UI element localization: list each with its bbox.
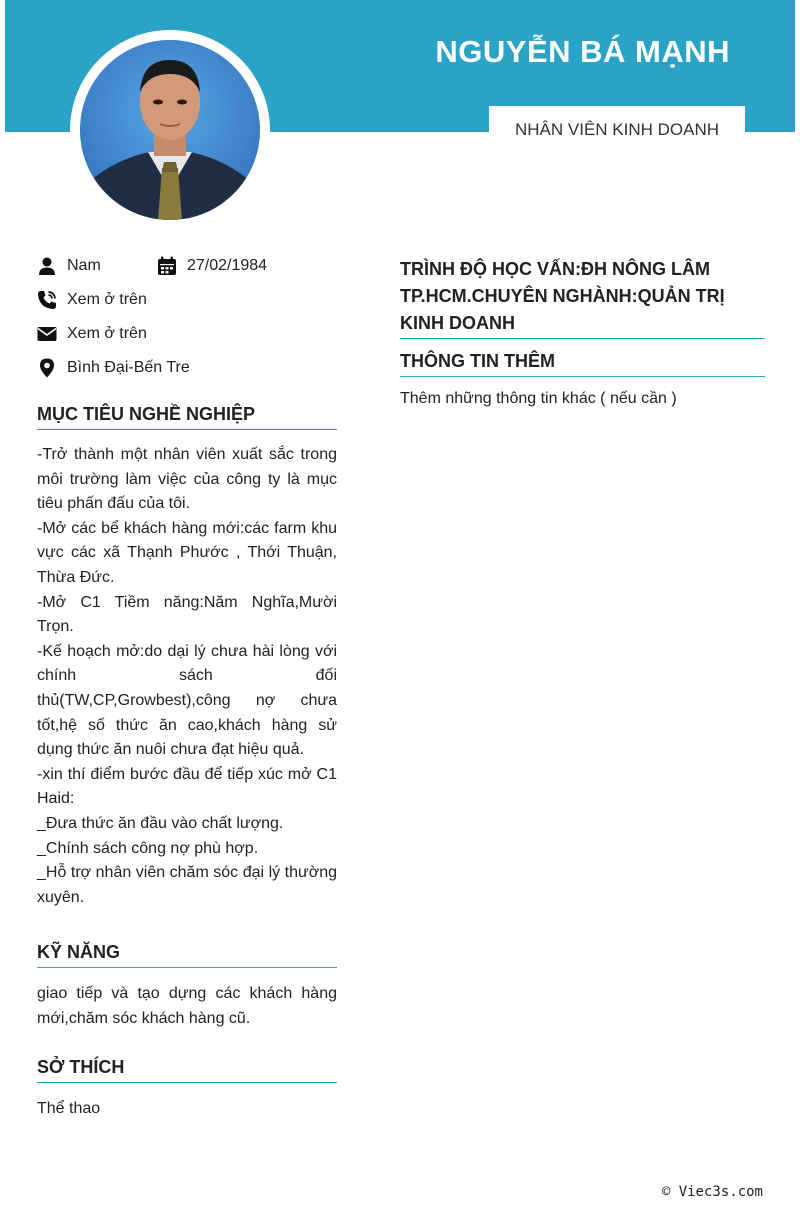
- job-title: NHÂN VIÊN KINH DOANH: [514, 120, 720, 139]
- objective-line: -Mở C1 Tiềm năng:Năm Nghĩa,Mười Trọn.: [37, 593, 337, 636]
- objective-line: -Trở thành một nhân viên xuất sắc trong môi trường làm việc của công ty là mục tiêu phấn đấu của tôi.: [37, 446, 337, 513]
- objective-line: _Đưa thức ăn đầu vào chất lượng.: [37, 814, 284, 832]
- phone: Xem ở trên: [67, 291, 147, 308]
- email: Xem ở trên: [67, 325, 147, 342]
- birthday: 27/02/1984: [187, 257, 268, 274]
- info-row-personal: [37, 252, 337, 286]
- info-row-address: [37, 354, 337, 388]
- avatar: [80, 40, 260, 220]
- right-column: [400, 256, 765, 412]
- extra-info-title: THÔNG TIN THÊM: [400, 351, 765, 377]
- info-row-phone: [37, 286, 337, 320]
- map-pin-icon: [37, 358, 57, 378]
- objective-line: -xin thí điểm bước đầu để tiếp xúc mở C1 Haid:: [37, 765, 337, 808]
- skills-text: giao tiếp và tạo dựng các khách hàng mới,chăm sóc khách hàng cũ.: [37, 985, 337, 1027]
- objective-text: [37, 443, 337, 910]
- skills-title: KỸ NĂNG: [37, 942, 337, 968]
- education-title: TRÌNH ĐỘ HỌC VẤN:ĐH NÔNG LÂM TP.HCM.CHUYÊN NGHÀNH:QUẢN TRỊ KINH DOANH: [400, 256, 765, 339]
- avatar-frame: [70, 30, 270, 230]
- objective-line: -Mở các bể khách hàng mới:các farm khu vực các xã Thạnh Phước , Thới Thuận, Thừa Đức.: [37, 519, 337, 586]
- hobbies-title: SỞ THÍCH: [37, 1057, 337, 1083]
- phone-icon: [37, 290, 57, 310]
- extra-info-text: Thêm những thông tin khác ( nếu cần ): [400, 390, 677, 407]
- user-icon: [37, 256, 57, 276]
- footer-credit: © Viec3s.com: [661, 1184, 763, 1200]
- objective-line: -Kế hoạch mở:do dại lý chưa hài lòng với chính sách đối thủ(TW,CP,Growbest),công nợ chưa tốt,hệ số thức ăn cao,khách hàng sử dụng thức ăn nuôi chưa đạt hiệu quả.: [37, 642, 337, 759]
- objective-line: _Hỗ trợ nhân viên chăm sóc đại lý thường xuyên.: [37, 864, 337, 906]
- hobbies-text: Thể thao: [37, 1100, 101, 1118]
- address: Bình Đại-Bến Tre: [67, 359, 190, 376]
- objective-title: MỤC TIÊU NGHỀ NGHIỆP: [37, 404, 337, 430]
- left-column: [37, 252, 337, 1122]
- calendar-icon: [157, 256, 177, 276]
- objective-line: _Chính sách công nợ phù hợp.: [37, 839, 259, 857]
- gender: Nam: [67, 257, 101, 274]
- envelope-icon: [37, 324, 57, 344]
- info-row-email: [37, 320, 337, 354]
- job-title-box: [489, 106, 745, 152]
- candidate-name: NGUYỄN BÁ MẠNH: [435, 34, 730, 69]
